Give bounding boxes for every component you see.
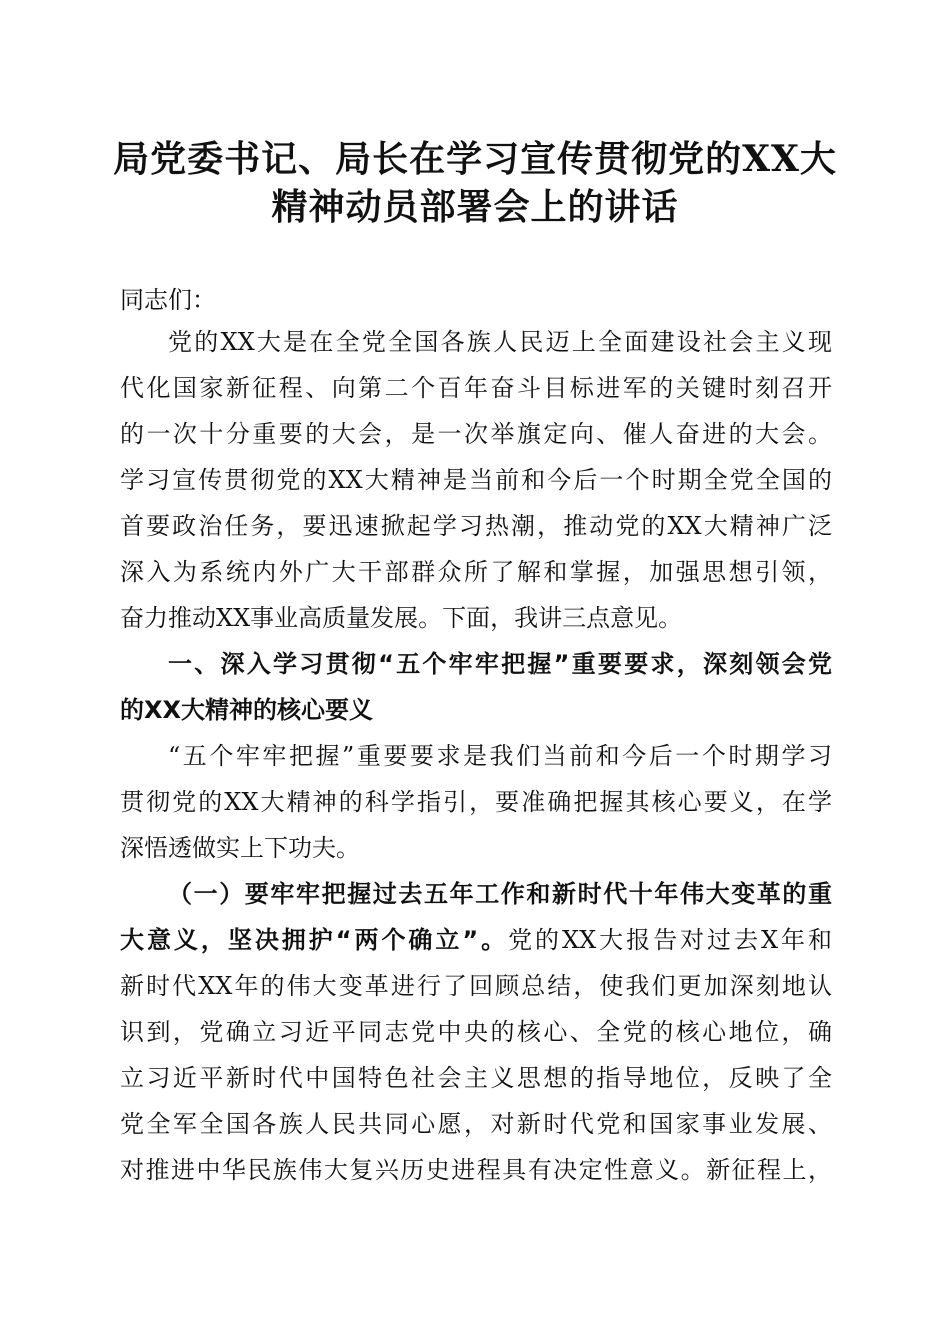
section-heading-line: 的XX大精神的核心要义	[120, 696, 374, 724]
paragraph-line: “五个牢牢把握”重要要求是我们当前和今后一个时期学习	[168, 742, 832, 770]
paragraph-line: 识到，党确立习近平同志党中央的核心、全党的核心地位，确	[120, 1018, 832, 1046]
paragraph-line: 新时代XX年的伟大变革进行了回顾总结，使我们更加深刻地认	[120, 972, 832, 1000]
paragraph-line: 贯彻党的XX大精神的科学指引，要准确把握其核心要义，在学	[120, 788, 832, 816]
paragraph-line: 对推进中华民族伟大复兴历史进程具有决定性意义。新征程上，	[120, 1156, 832, 1184]
subsection-heading-tail: 大意义，坚决拥护“两个确立”。	[120, 926, 509, 954]
paragraph-line: 立习近平新时代中国特色社会主义思想的指导地位，反映了全	[120, 1064, 832, 1092]
salutation: 同志们：	[120, 286, 216, 314]
paragraph-line: 代化国家新征程、向第二个百年奋斗目标进军的关键时刻召开	[120, 374, 832, 402]
paragraph-line: 的一次十分重要的大会，是一次举旗定向、催人奋进的大会。	[120, 420, 832, 448]
paragraph-line: 深入为系统内外广大干部群众所了解和掌握，加强思想引领，	[120, 558, 832, 586]
subsection-mixed-line	[120, 922, 832, 958]
subsection-heading-line: （一）要牢牢把握过去五年工作和新时代十年伟大变革的重	[168, 880, 832, 908]
paragraph-line: 首要政治任务，要迅速掀起学习热潮，推动党的XX大精神广泛	[120, 512, 832, 540]
document-title-line-2: 精神动员部署会上的讲话	[271, 186, 679, 228]
paragraph-line: 党的XX大是在全党全国各族人民迈上全面建设社会主义现	[168, 328, 832, 356]
paragraph-line: 学习宣传贯彻党的XX大精神是当前和今后一个时期全党全国的	[120, 466, 832, 494]
paragraph-line: 奋力推动XX事业高质量发展。下面，我讲三点意见。	[120, 604, 683, 632]
paragraph-line: 深悟透做实上下功夫。	[120, 834, 360, 862]
section-heading-line: 一、深入学习贯彻“五个牢牢把握”重要要求，深刻领会党	[168, 650, 832, 678]
paragraph-text: 党的XX大报告对过去X年和	[508, 926, 832, 954]
document-title-line-1: 局党委书记、局长在学习宣传贯彻党的XX大	[113, 138, 837, 180]
paragraph-line: 党全军全国各族人民共同心愿，对新时代党和国家事业发展、	[120, 1110, 832, 1138]
